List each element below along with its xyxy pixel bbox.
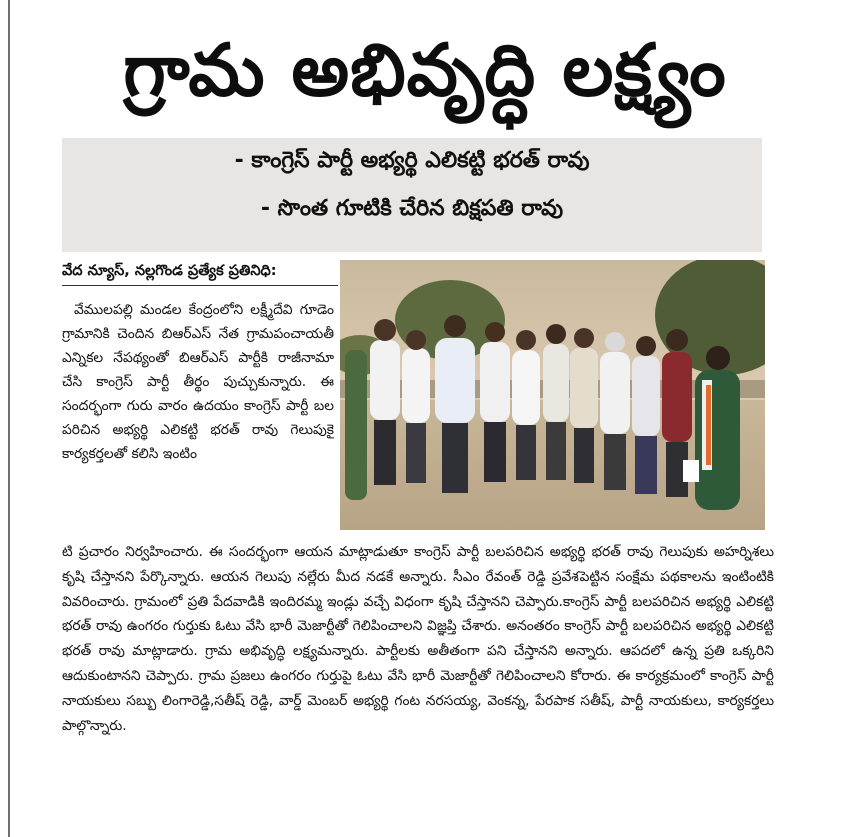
article-paragraph-column: వేములపల్లి మండల కేంద్రంలోని లక్ష్మీదేవి గూడెం గ్రామానికి చెందిన బిఆర్ఎస్ నేత గ్రామపంచాయతీ ఎన్నికల నేపథ్యంతో బిఆర్ఎస్ పార్టీకి రాజీనామా చేసి కాంగ్రెస్ పార్టీ తీర్థం పుచ్చుకున్నారు. ఈ సందర్భంగా గురు వారం ఉదయం కాంగ్రెస్ పార్టీ బల పరిచిన అభ్యర్థి ఎలికట్టి భరత్ రావు గెలుపుకై కార్యకర్తలతో కలిసి ఇంటిం [62, 302, 334, 462]
article-body-column [62, 298, 334, 466]
subhead-line-1: - కాంగ్రెస్ పార్టీ అభ్యర్థి ఎలికట్టి భరత్ రావు [234, 148, 590, 173]
page-left-rule [8, 0, 10, 837]
article-body-full [62, 540, 774, 738]
article-paragraph-full: టి ప్రచారం నిర్వహించారు. ఈ సందర్భంగా ఆయన మాట్లాడుతూ కాంగ్రెస్ పార్టీ బలపరిచిన అభ్యర్థి భరత్ రావు గెలుపుకు అహర్నిశలు కృషి చేస్తానని పేర్కొన్నారు. ఆయన గెలుపు నల్లేరు మీద నడకే అన్నారు. సీఎం రేవంత్ రెడ్డి ప్రవేశపెట్టిన సంక్షేమ పథకాలను ఇంటింటికి వివరించారు. గ్రామంలో ప్రతి పేదవాడికి ఇందిరమ్మ ఇండ్లు వచ్చే విధంగా కృషి చేస్తానని చెప్పారు.కాంగ్రెస్ పార్టీ బలపరిచిన అభ్యర్థి ఎలికట్టి భరత్ రావు ఉంగరం గుర్తుకు ఓటు వేసి భారీ మెజార్టీతో గెలిపించాలని విజ్ఞప్తి చేశారు. అనంతరం కాంగ్రెస్ పార్టీ బలపరిచిన అభ్యర్థి ఎలికట్టి భరత్ రావు మాట్లాడారు. గ్రామ అభివృద్ధి లక్ష్యమన్నారు. పార్టీలకు అతీతంగా పని చేస్తానని అన్నారు. ఆపదలో ఉన్న ప్రతి ఒక్కరిని ఆదుకుంటానని చెప్పారు. గ్రామ ప్రజలు ఉంగరం గుర్తుపై ఓటు వేసి భారీ మెజార్టీతో గెలిపించాలని కోరారు. ఈ కార్యక్రమంలో కాంగ్రెస్ పార్టీ నాయకులు సబ్బు లింగారెడ్డి,సతీష్ రెడ్డి, వార్డ్ మెంబర్ అభ్యర్థి గంట నరసయ్య, వెంకన్న, పేరపాక సతీష్, పార్టీ నాయకులు, కార్యకర్తలు పాల్గొన్నారు. [62, 544, 774, 734]
dateline-underline [62, 285, 338, 286]
headline: గ్రామ అభివృద్ధి లక్ష్యం [123, 28, 727, 112]
subhead-line-2: - సొంత గూటికి చేరిన బిక్షపతి రావు [260, 196, 564, 221]
dateline: వేద న్యూస్, నల్లగొండ ప్రత్యేక ప్రతినిధి: [62, 263, 277, 279]
subhead-box [62, 138, 762, 252]
news-photo [340, 260, 765, 530]
